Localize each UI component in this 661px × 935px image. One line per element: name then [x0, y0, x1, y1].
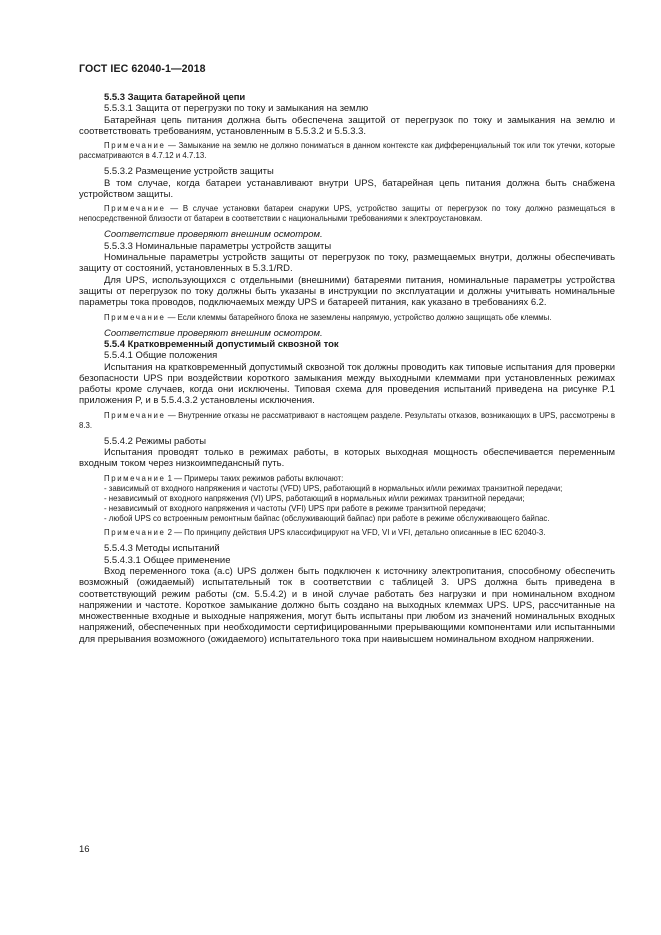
note — [79, 141, 615, 161]
note-text: 2 — По принципу действия UPS классифицируют на VFD, VI и VFI, детально описанные в IEC 62040-3. — [165, 528, 546, 538]
note-list-item: - независимый от входного напряжения и частоты (VFI) UPS при работе в режиме транзитной передачи; — [104, 504, 486, 514]
note — [79, 411, 615, 431]
note-label: Примечание — [104, 410, 166, 420]
paragraph: Батарейная цепь питания должна быть обеспечена защитой от перегрузок по току и замыкания на землю и соответствовать требованиям, установленным в 5.5.3.2 и 5.5.3.3. — [79, 114, 615, 137]
note-label: Примечание — [104, 204, 166, 214]
section-5-5-4-3-1-heading: 5.5.4.3.1 Общее применение — [104, 554, 231, 566]
section-5-5-3-2-heading: 5.5.3.2 Размещение устройств защиты — [104, 166, 274, 178]
note-intro — [79, 474, 615, 484]
page-number: 16 — [79, 844, 90, 855]
note-text: — Замыкание на землю не должно пониматься в данном контексте как дифференциальный ток или ток утечки, которые рассматриваются в 4.7.12 и 4.7.13. — [79, 141, 615, 161]
document-body — [79, 92, 615, 645]
section-5-5-4-3-heading: 5.5.4.3 Методы испытаний — [104, 543, 220, 555]
note-text: — Внутренние отказы не рассматривают в настоящем разделе. Результаты отказов, возникающих в UPS, рассмотрены в 8.3. — [79, 410, 615, 430]
paragraph: В том случае, когда батареи устанавливают внутри UPS, батарейная цепь питания должна быть снабжена устройством защиты. — [79, 177, 615, 200]
note — [79, 528, 615, 538]
section-5-5-4-1-heading: 5.5.4.1 Общие положения — [104, 350, 218, 362]
document-header-title: ГОСТ IEC 62040-1—2018 — [79, 63, 206, 75]
note-label: Примечание — [104, 528, 166, 538]
paragraph: Номинальные параметры устройств защиты от перегрузок по току, размещаемых внутри, должны обеспечивать защиту от состояний, установленных в 5.3.1/RD. — [79, 252, 615, 275]
section-5-5-3-1-heading: 5.5.3.1 Защита от перегрузки по току и замыкания на землю — [104, 103, 369, 115]
note-label: Примечание — [104, 141, 166, 151]
note-label: Примечание — [104, 473, 166, 483]
paragraph: Испытания проводят только в режимах работы, в которых выходная мощность обеспечивается переменным входным током через низкоимпедансный путь. — [79, 447, 615, 470]
section-5-5-3-3-heading: 5.5.3.3 Номинальные параметры устройств защиты — [104, 240, 332, 252]
section-5-5-4-2-heading: 5.5.4.2 Режимы работы — [104, 435, 207, 447]
note-list-item: - любой UPS со встроенным ремонтным байпас (обслуживающий байпас) при работе в режиме обслуживающего байпас. — [104, 514, 550, 524]
note-examples — [79, 474, 615, 524]
paragraph: Вход переменного тока (a.c) UPS должен быть подключен к источнику электропитания, способному обеспечить возможный (ожидаемый) испытательный ток в соответствии с таблицей 3. UPS должна быть приведена в соответствующий режим работы (см. 5.5.4.2) и в иной случае работать без нагрузки и при номинальном входном напряжении и частоте. Короткое замыкание должно быть создано на выходных клеммах UPS. UPS, рассчитанные на множественные входные и выходные напряжения, могут быть испытаны при любом из значений номинальных входных напряжений, обеспеченных при необходимости сертифицированными прерывающими компонентами или испытанными для прерывания возможного (ожидаемого) испытательного тока при наивысшем номинальном входном напряжении. — [79, 565, 615, 645]
compliance-statement: Соответствие проверяют внешним осмотром. — [104, 327, 323, 339]
note-list-item: - независимый от входного напряжения (VI) UPS, работающий в нормальных и/или режимах транзитной передачи; — [104, 493, 525, 503]
compliance-statement: Соответствие проверяют внешним осмотром. — [104, 229, 323, 241]
note-label: Примечание — [104, 312, 166, 322]
note-list-item: - зависимый от входного напряжения и частоты (VFD) UPS, работающий в нормальных и/или режимах транзитной передачи; — [104, 483, 563, 493]
section-5-5-4-heading: 5.5.4 Кратковременный допустимый сквозной ток — [104, 338, 339, 350]
paragraph: Испытания на кратковременный допустимый сквозной ток должны проводить как типовые испытания для проверки безопасности UPS при воздействии короткого замыкания между выходными клеммами при установленных режимах работы кроме случаев, когда они исключены. Типовая схема для проведения испытаний приведена на рисунке P.1 приложения P, и в 5.5.4.3.2 установлены исключения. — [79, 361, 615, 407]
paragraph: Для UPS, использующихся с отдельными (внешними) батареями питания, номинальные параметры устройства защиты от перегрузок по току должны быть указаны в инструкции по эксплуатации и должны учитывать номинальные параметры тока проводов, подключаемых между UPS и батареей питания, как указано в требованиях 6.2. — [79, 274, 615, 309]
note-text: — В случае установки батареи снаружи UPS, устройство защиты от перегрузок по току должно размещаться в непосредственной близости от батареи в соответствии с национальными требованиями к электроустановкам. — [79, 204, 615, 224]
section-5-5-3-heading: 5.5.3 Защита батарейной цепи — [104, 92, 246, 103]
note — [79, 313, 615, 323]
note-text: — Если клеммы батарейного блока не заземлены напрямую, устройство должно защищать обе клеммы. — [165, 312, 552, 322]
note — [79, 204, 615, 224]
note-text: 1 — Примеры таких режимов работы включают: — [165, 473, 344, 483]
